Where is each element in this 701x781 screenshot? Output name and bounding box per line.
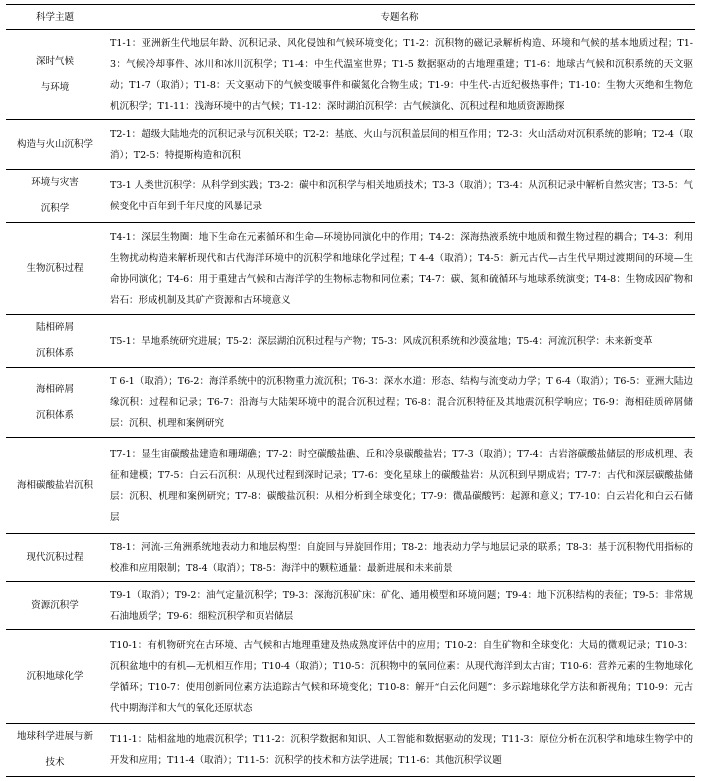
table-row: [6, 368, 695, 438]
topics-cell: T2-1：超级大陆地壳的沉积记录与沉积关联；T2-2：基底、火山与沉积盖层间的相互作用；T2-3：火山活动对沉积系统的影响；T2-4（取消）；T2-5：特提斯构造和沉积: [110, 128, 693, 161]
table-row: [6, 30, 695, 120]
table-row: [6, 724, 695, 777]
topics-cell: T8-1：河流-三角洲系统地表动力和地层构型：自旋回与异旋回作用；T8-2：地表动力学与地层记录的联系；T8-3：基于沉积物代用指标的校准和应用限制；T8-4（取消）；T8-5：海洋中的颗粒通量：最新进展和未来前景: [110, 541, 693, 574]
header-theme: 科学主题: [35, 11, 74, 23]
theme-cell: 环境与灾害 沉积学: [31, 177, 79, 214]
theme-cell: 构造与火山沉积学: [16, 138, 93, 150]
header-topics: 专题名称: [380, 11, 419, 23]
topics-cell: T11-1：陆相盆地的地震沉积学；T11-2：沉积学数据和知识、人工智能和数据驱动的发现；T11-3：原位分析在沉积学和地球生物学中的开发和应用；T11-4（取消）；T11-5：沉积学的技术和方法学进展；T11-6：其他沉积学议题: [110, 734, 693, 766]
science-topics-table: [6, 4, 695, 777]
topics-cell: T5-1：旱地系统研究进展；T5-2：深层湖泊沉积过程与产物；T5-3：风成沉积系统和沙漠盆地；T5-4：河流沉积学：未来新变革: [110, 335, 653, 347]
table-header: [6, 5, 695, 30]
table-row: [6, 223, 695, 315]
theme-cell: 地球科学进展与新 技术: [16, 731, 93, 768]
theme-cell: 深时气候 与环境: [35, 55, 74, 93]
topics-cell: T10-1：有机物研究在古环境、古气候和古地理重建及热成熟度评估中的应用；T10-2：自生矿物和全球变化：大局的微观记录；T10-3：沉积盆地中的有机—无机相互作用；T10-4（取消）；T10-5：沉积物中的氧同位素：从现代海洋到太古宙；T10-6：营养元素的生物地球化学循环；T10-7：使用创新同位素方法追踪古气候和环境变化；T10-8：解开“白云化问题”：多示踪地球化学方法和新视角；T10-9：元古代中期海洋和大气的氧化还原状态: [110, 639, 693, 714]
theme-cell: 海相碳酸盐岩沉积: [16, 479, 93, 491]
topics-cell: T 6-1（取消）；T6-2：海洋系统中的沉积物重力流沉积；T6-3：深水水道：形态、结构与流变动力学；T 6-4（取消）；T6-5：亚洲大陆边缘沉积：过程和记录；T6-7：沿海与大陆架环境中的混合沉积过程；T6-8：混合沉积特征及其地震沉积学响应；T6-9：海相硅质碎屑储层：沉积、机理和案例研究: [110, 376, 693, 429]
table-body: [6, 30, 695, 777]
table-row: [6, 582, 695, 630]
topics-cell: T1-1：亚洲新生代地层年龄、沉积记录、风化侵蚀和气候环境变化；T1-2：沉积物的磁记录解析构造、环境和气候的基本地质过程；T1-3：气候冷却事件、冰川和冰川沉积学；T1-4：中生代温室世界；T1-5 数据驱动的古地理重建；T1-6：地球古气候和沉积系统的天文驱动；T1-7（取消）；T1-8：天文驱动下的气候变暖事件和碳氮化合物生成；T1-9：中生代-古近纪极热事件；T1-10：生物大灭绝和生物危机沉积学；T1-11：浅海环境中的古气候；T1-12：深时湖泊沉积学：古气候演化、沉积过程和地质资源勘探: [110, 37, 693, 112]
topics-cell: T3-1 人类世沉积学：从科学到实践；T3-2：碳中和沉积学与相关地质技术；T3-3（取消）；T3-4：从沉积记录中解析自然灾害；T3-5：气候变化中百年到千年尺度的风暴记录: [110, 180, 693, 212]
table-row: [6, 170, 695, 223]
theme-cell: 资源沉积学: [31, 599, 79, 611]
table-row: [6, 534, 695, 582]
header-row: [6, 5, 695, 30]
table-row: [6, 438, 695, 534]
theme-cell: 生物沉积过程: [26, 262, 84, 274]
theme-cell: 陆相碎屑 沉积体系: [35, 322, 74, 359]
table-row: [6, 120, 695, 170]
table-row: [6, 315, 695, 368]
table-row: [6, 630, 695, 724]
theme-cell: 沉积地球化学: [26, 670, 84, 682]
topics-cell: T7-1：显生宙碳酸盐建造和珊瑚礁；T7-2：时空碳酸盐礁、丘和冷泉碳酸盐岩；T7-3（取消）；T7-4：古岩溶碳酸盐储层的形成机理、表征和建模；T7-5：白云石沉积：从现代过程到深时记录；T7-6：变化星球上的碳酸盐岩：从沉积到早期成岩；T7-7：古代和深层碳酸盐储层：沉积、机理和案例研究；T7-8：碳酸盐沉积：从相分析到全球变化；T7-9：微晶碳酸钙：起源和意义；T7-10：白云岩化和白云石储层: [110, 448, 693, 523]
theme-cell: 现代沉积过程: [26, 551, 84, 563]
topics-cell: T4-1：深层生物圈：地下生命在元素循环和生命—环境协同演化中的作用；T4-2：深海热液系统中地质和微生物过程的耦合；T4-3：利用生物扰动构造来解析现代和古代海洋环境中的沉积学和地球化学过程；T 4-4（取消）；T4-5：新元古代—古生代早期过渡期间的环境—生命协同演化；T4-6：用于重建古气候和古海洋学的生物标志物和同位素；T4-7：碳、氮和硫循环与地球系统演变；T4-8：生物成因矿物和岩石：形成机制及其矿产资源和古环境意义: [110, 231, 693, 306]
topics-cell: T9-1（取消）；T9-2：油气定量沉积学；T9-3：深海沉积矿床：矿化、通用模型和环境问题；T9-4：地下沉积结构的表征；T9-5：非常规石油地质学；T9-6：细粒沉积学和页岩储层: [110, 589, 693, 622]
theme-cell: 海相碎屑 沉积体系: [35, 383, 74, 421]
